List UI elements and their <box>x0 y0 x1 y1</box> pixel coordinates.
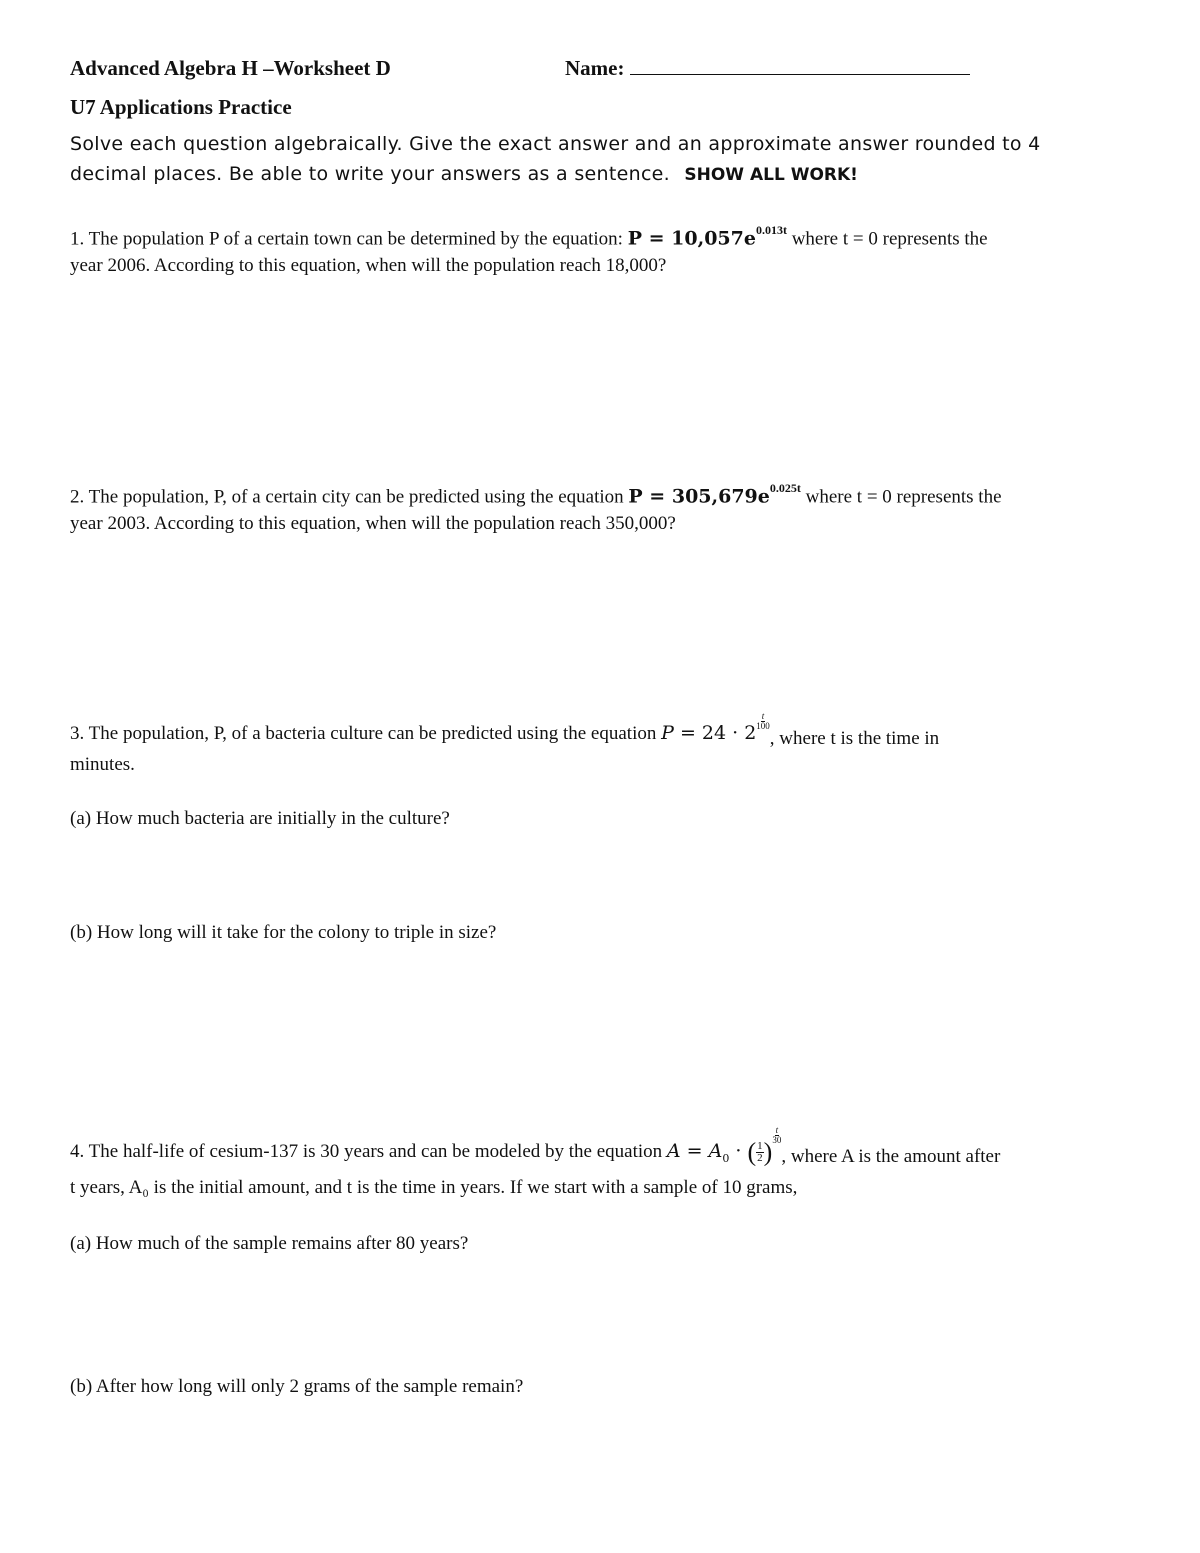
question-2-text-end: where t = 0 represents the <box>800 486 1002 508</box>
question-3-part-b: (b) How long will it take for the colony to triple in size? <box>70 922 497 943</box>
question-2-text: 2. The population, P, of a certain city can be predicted using the equation <box>70 486 629 508</box>
name-label: Name: <box>565 56 625 80</box>
question-4-line-1 <box>70 1125 1001 1167</box>
question-3-exp-den: 100 <box>756 721 770 731</box>
worksheet-title: Advanced Algebra H –Worksheet D <box>70 56 391 80</box>
question-3-exp-num: t <box>761 711 765 721</box>
question-3-text: 3. The population, P, of a bacteria culture can be predicted using the equation <box>70 723 662 744</box>
question-4-text: 4. The half-life of cesium-137 is 30 years and can be modeled by the equation <box>70 1141 667 1162</box>
question-2-equation: P = 305,679e <box>628 485 770 508</box>
question-3-exponent <box>756 712 770 731</box>
question-4-fraction <box>756 1141 764 1164</box>
left-paren: ( <box>747 1137 757 1167</box>
question-4-exp-den: 30 <box>772 1135 782 1145</box>
question-3-part-a: (a) How much bacteria are initially in the culture? <box>70 808 450 829</box>
question-3-eq-rhs: = 24 · 2 <box>673 722 757 744</box>
question-1-text-end: where t = 0 represents the <box>786 228 988 250</box>
instructions-line-1: Solve each question algebraically. Give the exact answer and an approximate answer rounded to 4 <box>70 133 1041 155</box>
question-2-line-2: year 2003. According to this equation, when will the population reach 350,000? <box>70 513 676 534</box>
question-2-exponent: 0.025t <box>769 481 801 495</box>
question-1-line-2: year 2006. According to this equation, when will the population reach 18,000? <box>70 255 667 276</box>
question-4-part-b: (b) After how long will only 2 grams of the sample remain? <box>70 1376 524 1397</box>
name-blank-line[interactable] <box>630 58 970 75</box>
question-3-line-1 <box>70 711 940 749</box>
question-3-text-end: , where t is the time in <box>769 728 940 749</box>
question-4-eq-sub: 0 <box>722 1151 730 1165</box>
right-paren: ) <box>763 1137 773 1167</box>
question-4-exp-num: t <box>775 1125 779 1135</box>
question-1-line-1 <box>70 223 988 250</box>
instructions-line-2 <box>70 163 858 185</box>
question-4-frac-den: 2 <box>757 1152 763 1165</box>
question-4-frac-num: 1 <box>757 1140 763 1153</box>
unit-subtitle: U7 Applications Practice <box>70 95 292 119</box>
question-4-exponent <box>772 1126 781 1145</box>
show-all-work-emphasis: SHOW ALL WORK! <box>684 165 858 185</box>
question-1-text: 1. The population P of a certain town can be determined by the equation: <box>70 228 628 250</box>
question-4-eq-dot: · <box>729 1140 748 1162</box>
question-4-text-end: , where A is the amount after <box>781 1146 1001 1167</box>
question-4-part-a: (a) How much of the sample remains after 80 years? <box>70 1233 469 1254</box>
question-4-eq-lhs: A <box>666 1140 681 1162</box>
question-2-line-1 <box>70 481 1002 508</box>
instructions-text: decimal places. Be able to write your answers as a sentence. <box>70 163 671 185</box>
question-1-exponent: 0.013t <box>755 223 787 237</box>
name-field[interactable] <box>565 56 970 81</box>
question-1-equation: P = 10,057e <box>627 227 756 250</box>
question-3-line-2: minutes. <box>70 754 135 775</box>
question-4-eq-mid: = A <box>680 1140 723 1162</box>
question-3-eq-lhs: P <box>661 722 674 744</box>
question-4-line-2: t years, A₀ is the initial amount, and t is the time in years. If we start with a sample of 10 grams, <box>70 1177 798 1198</box>
